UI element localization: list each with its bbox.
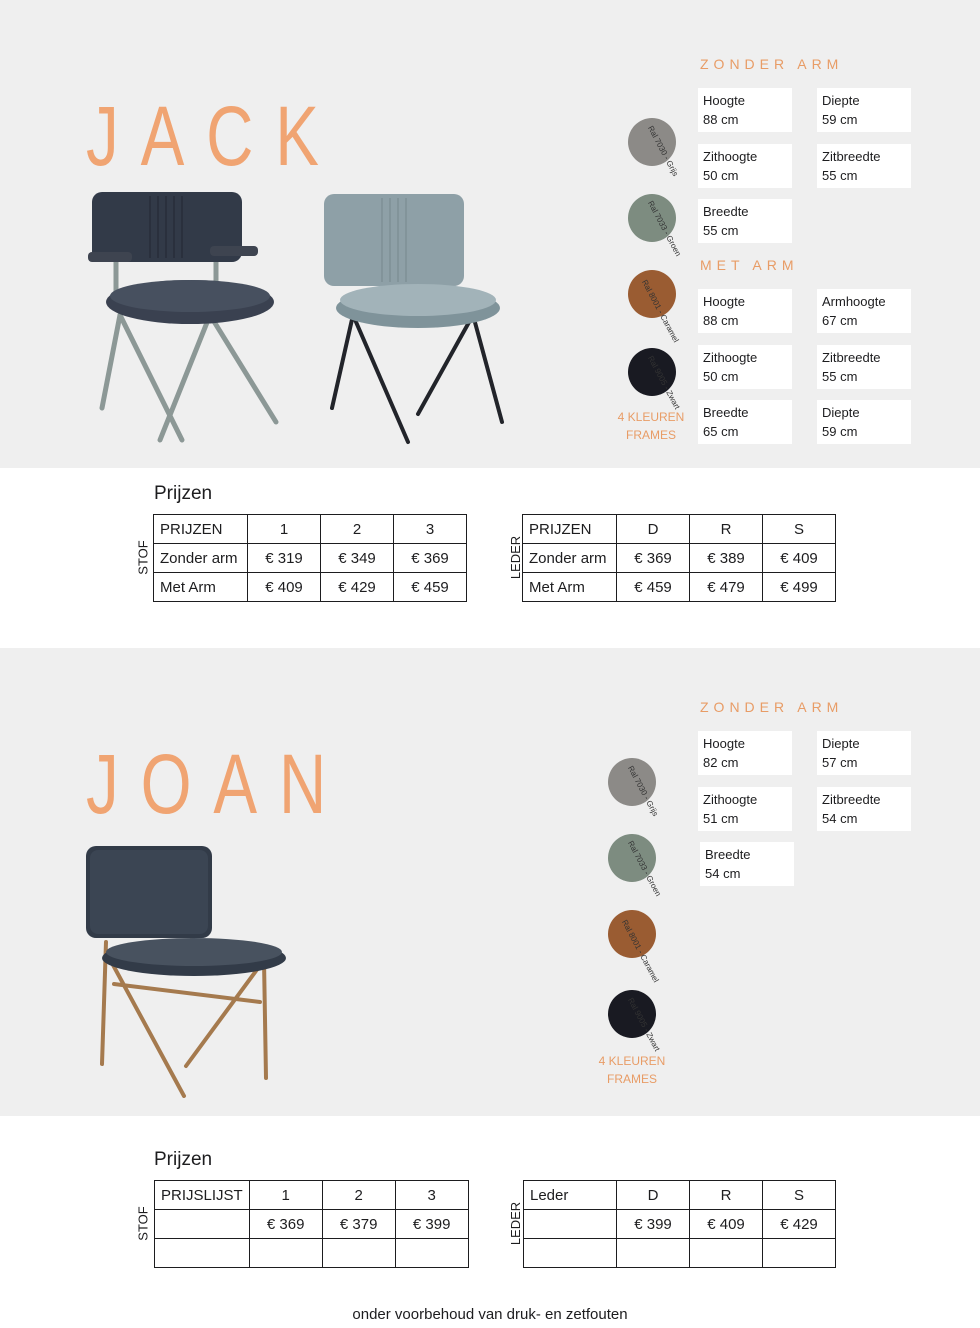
table-cell: € 459 [617, 573, 690, 602]
table-cell: PRIJSLIJST [155, 1181, 250, 1210]
colors-note: 4 KLEUREN FRAMES [598, 1054, 666, 1086]
spec-breedte: Breedte 54 cm [700, 842, 794, 886]
spec-armhoogte: Armhoogte 67 cm [817, 289, 911, 333]
table-row [155, 1239, 469, 1268]
table-cell: Leder [524, 1181, 617, 1210]
table-cell [763, 1239, 836, 1268]
table-cell: € 499 [763, 573, 836, 602]
spec-zithoogte: Zithoogte 50 cm [698, 144, 792, 188]
spec-breedte: Breedte 55 cm [698, 199, 792, 243]
stof-label: STOF [135, 1206, 151, 1241]
met-arm-label: MET ARM [700, 257, 799, 273]
swatch-label: Ral 7030 - Grijs [646, 124, 681, 178]
table-cell: Zonder arm [154, 544, 248, 573]
table-header-row [154, 515, 467, 544]
table-header-row [523, 515, 836, 544]
table-cell: € 409 [248, 573, 321, 602]
table-cell: 3 [395, 1181, 468, 1210]
table-cell: 1 [248, 515, 321, 544]
table-cell [524, 1210, 617, 1239]
table-cell: € 319 [248, 544, 321, 573]
zonder-arm-label: ZONDER ARM [700, 699, 844, 715]
table-cell: Met Arm [154, 573, 248, 602]
zonder-arm-label: ZONDER ARM [700, 56, 844, 72]
swatch-label: Ral 7033 - Groen [646, 199, 683, 258]
swatch-label: Ral 7030 - Grijs [626, 764, 661, 818]
table-cell: Met Arm [523, 573, 617, 602]
table-cell [524, 1239, 617, 1268]
table-cell: € 399 [395, 1210, 468, 1239]
spec-hoogte: Hoogte 88 cm [698, 289, 792, 333]
spec-hoogte: Hoogte 82 cm [698, 731, 792, 775]
spec-breedte: Breedte 65 cm [698, 400, 792, 444]
jack-armchair-image [80, 190, 290, 450]
jack-chair-image [318, 190, 518, 450]
table-cell: € 379 [322, 1210, 395, 1239]
table-row [154, 544, 467, 573]
swatch-label: Ral 7033 - Groen [626, 839, 663, 898]
jack-title: JACK [86, 89, 341, 183]
table-cell [155, 1210, 250, 1239]
spec-zithoogte: Zithoogte 50 cm [698, 345, 792, 389]
table-cell: R [690, 1181, 763, 1210]
table-row [154, 573, 467, 602]
table-cell: S [763, 1181, 836, 1210]
spec-diepte: Diepte 57 cm [817, 731, 911, 775]
table-cell: S [763, 515, 836, 544]
table-cell: € 409 [690, 1210, 763, 1239]
table-cell: € 429 [763, 1210, 836, 1239]
spec-zitbreedte: Zitbreedte 55 cm [817, 345, 911, 389]
jack-leder-price-table [522, 514, 836, 602]
swatch-label: Ral 8001 - Caramel [640, 278, 681, 344]
table-cell: € 429 [321, 573, 394, 602]
spec-zitbreedte: Zitbreedte 54 cm [817, 787, 911, 831]
table-cell: € 399 [617, 1210, 690, 1239]
table-cell [155, 1239, 250, 1268]
table-cell [322, 1239, 395, 1268]
stof-label: STOF [135, 540, 151, 575]
joan-stof-price-table [154, 1180, 469, 1268]
table-cell [249, 1239, 322, 1268]
table-row [524, 1239, 836, 1268]
table-cell: PRIJZEN [523, 515, 617, 544]
joan-leder-price-table [523, 1180, 836, 1268]
table-cell: € 409 [763, 544, 836, 573]
table-cell [395, 1239, 468, 1268]
leder-label: LEDER [508, 535, 524, 580]
table-cell: 1 [249, 1181, 322, 1210]
table-header-row [524, 1181, 836, 1210]
prices-heading: Prijzen [154, 483, 213, 504]
spec-zithoogte: Zithoogte 51 cm [698, 787, 792, 831]
table-cell: € 369 [394, 544, 467, 573]
table-cell: R [690, 515, 763, 544]
joan-chair-image [84, 842, 294, 1098]
table-cell [617, 1239, 690, 1268]
leder-label: LEDER [508, 1201, 524, 1246]
table-cell: Zonder arm [523, 544, 617, 573]
table-cell: PRIJZEN [154, 515, 248, 544]
table-cell: 3 [394, 515, 467, 544]
table-cell: 2 [321, 515, 394, 544]
spec-hoogte: Hoogte 88 cm [698, 88, 792, 132]
table-row [524, 1210, 836, 1239]
jack-stof-price-table [153, 514, 467, 602]
swatch-label: Ral 9005 - Zwart [626, 996, 662, 1053]
table-cell: D [617, 1181, 690, 1210]
table-cell [690, 1239, 763, 1268]
table-row [523, 544, 836, 573]
spec-diepte: Diepte 59 cm [817, 400, 911, 444]
table-cell: D [617, 515, 690, 544]
table-cell: € 369 [617, 544, 690, 573]
table-header-row [155, 1181, 469, 1210]
prices-heading: Prijzen [154, 1149, 213, 1170]
table-cell: € 349 [321, 544, 394, 573]
spec-diepte: Diepte 59 cm [817, 88, 911, 132]
footnote: onder voorbehoud van druk- en zetfouten [352, 1306, 628, 1323]
spec-zitbreedte: Zitbreedte 55 cm [817, 144, 911, 188]
swatch-label: Ral 8001 - Caramel [620, 918, 661, 984]
table-cell: € 459 [394, 573, 467, 602]
table-row [523, 573, 836, 602]
colors-note: 4 KLEUREN FRAMES [617, 410, 685, 442]
table-cell: € 389 [690, 544, 763, 573]
joan-title: JOAN [86, 737, 349, 831]
table-row [155, 1210, 469, 1239]
table-cell: 2 [322, 1181, 395, 1210]
table-cell: € 479 [690, 573, 763, 602]
table-cell: € 369 [249, 1210, 322, 1239]
swatch-label: Ral 9005 - Zwart [646, 354, 682, 411]
